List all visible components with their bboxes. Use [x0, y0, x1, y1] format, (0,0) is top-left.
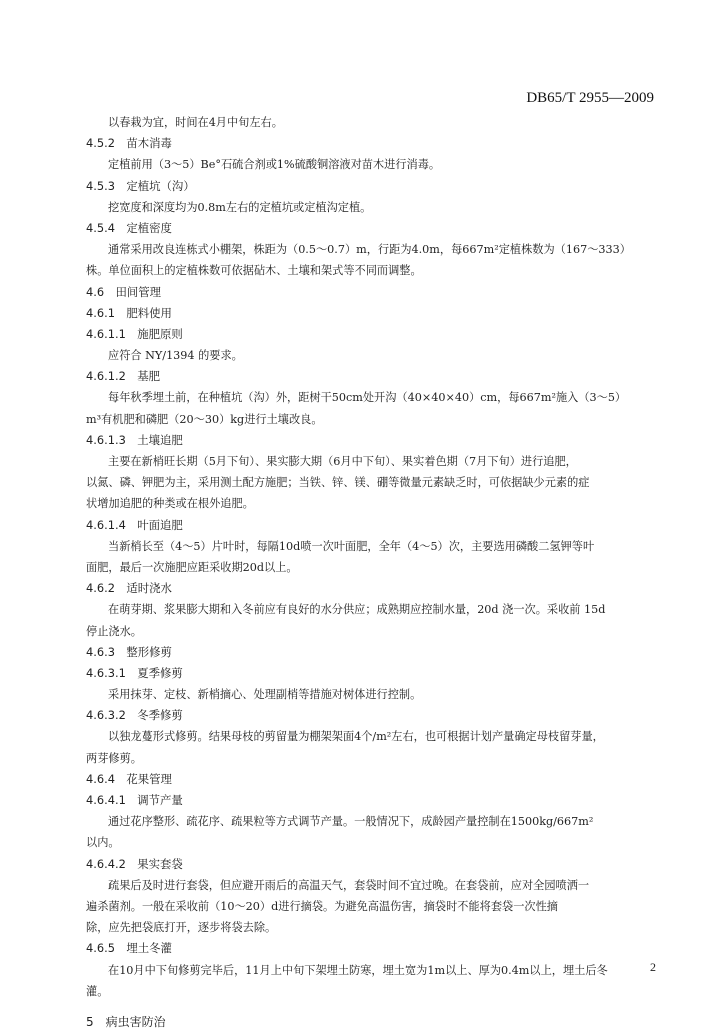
paragraph-line: 应符合 NY/1394 的要求。: [108, 349, 243, 363]
section-heading: 4.6.4.2 果实套袋: [86, 856, 183, 871]
paragraph-line: 两芽修剪。: [86, 751, 142, 765]
section-heading: 4.6.1 肥料使用: [86, 305, 172, 320]
page-number: 2: [650, 960, 656, 974]
section-heading: 4.6.3.1 夏季修剪: [86, 665, 183, 680]
section-heading: 4.5.2 苗木消毒: [86, 136, 172, 151]
paragraph-line: m³有机肥和磷肥（20～30）kg进行土壤改良。: [86, 412, 323, 426]
paragraph-line: 当新梢长至（4～5）片叶时，每隔10d喷一次叶面肥，全年（4～5）次，主要选用磷酸二氢钾等叶: [108, 539, 595, 553]
section-heading: 4.6.3.2 冬季修剪: [86, 708, 183, 723]
section-heading: 4.5.4 定植密度: [86, 220, 172, 235]
paragraph-line: 以氮、磷、钾肥为主，采用测土配方施肥；当铁、锌、镁、硼等微量元素缺乏时，可依据缺少元素的症: [86, 476, 590, 490]
section-heading: 4.6.4.1 调节产量: [86, 793, 183, 807]
paragraph-line: 挖宽度和深度均为0.8m左右的定植坑或定植沟定植。: [108, 200, 372, 214]
paragraph-line: 状增加追肥的种类或在根外追肥。: [86, 497, 254, 511]
section-heading: 4.6.5 埋土冬灌: [86, 941, 172, 956]
section-heading: 4.6.1.2 基肥: [86, 369, 161, 384]
paragraph-line: 遍杀菌剂。一般在采收前（10～20）d进行摘袋。为避免高温伤害，摘袋时不能将套袋一次性摘: [86, 899, 558, 913]
paragraph-line: 采用抹芽、定枝、新梢摘心、处理副梢等措施对树体进行控制。: [108, 688, 422, 702]
paragraph-line: 在萌芽期、浆果膨大期和入冬前应有良好的水分供应；成熟期应控制水量，20d 浇一次。采收前 15d: [108, 603, 606, 617]
section-heading: 4.6.1.1 施肥原则: [86, 326, 183, 341]
paragraph-line: 疏果后及时进行套袋，但应避开雨后的高温天气，套袋时间不宜过晚。在套袋前，应对全园喷洒一: [108, 878, 590, 892]
section-heading: 4.6.1.3 土壤追肥: [86, 432, 183, 447]
paragraph-line: 以独龙蔓形式修剪。结果母枝的剪留量为棚架架面4个/m²左右，也可根据计划产量确定母枝留芽量，: [108, 730, 604, 744]
paragraph-line: 通过花序整形、疏花序、疏果粒等方式调节产量。一般情况下，成龄园产量控制在1500kg/667m²: [108, 815, 594, 829]
paragraph-line: 通常采用改良连栋式小棚架，株距为（0.5～0.7）m，行距为4.0m，每667m²定植株数为（167～333）: [108, 243, 631, 257]
section-heading: 4.5.3 定植坑（沟）: [86, 178, 195, 193]
paragraph-line: 以春栽为宜，时间在4月中旬左右。: [108, 116, 283, 129]
section-heading: 4.6.4 花果管理: [86, 771, 172, 786]
section-heading: 4.6.3 整形修剪: [86, 644, 172, 659]
section-heading: 4.6.2 适时浇水: [86, 581, 172, 596]
paragraph-line: 每年秋季埋土前，在种植坑（沟）外，距树干50cm处开沟（40×40×40）cm，每667m²施入（3～5）: [108, 391, 627, 405]
paragraph-line: 主要在新梢旺长期（5月下旬）、果实膨大期（6月中下旬）、果实着色期（7月下旬）进行追肥，: [108, 455, 577, 468]
paragraph-line: 以内。: [86, 836, 120, 850]
document-body: [86, 112, 660, 1033]
paragraph-line: 在10月中下旬修剪完毕后，11月上中旬下架埋土防寒，埋土宽为1m以上、厚为0.4m以上，埋土后冬: [108, 963, 608, 977]
paragraph-line: 株。单位面积上的定植株数可依据砧木、土壤和架式等不同而调整。: [86, 264, 422, 278]
section-heading: 5 病虫害防治: [86, 1014, 166, 1029]
paragraph-line: 停止浇水。: [86, 624, 142, 638]
paragraph-line: 除，应先把袋底打开，逐步将袋去除。: [86, 921, 277, 935]
paragraph-line: 面肥，最后一次施肥应距采收期20d以上。: [86, 560, 298, 574]
paragraph-line: 灌。: [86, 984, 109, 998]
paragraph-line: 定植前用（3～5）Be°石硫合剂或1%硫酸铜溶液对苗木进行消毒。: [108, 158, 441, 172]
section-heading: 4.6 田间管理: [86, 284, 162, 299]
section-heading: 4.6.1.4 叶面追肥: [86, 517, 183, 532]
document-code: DB65/T 2955—2009: [526, 90, 654, 106]
